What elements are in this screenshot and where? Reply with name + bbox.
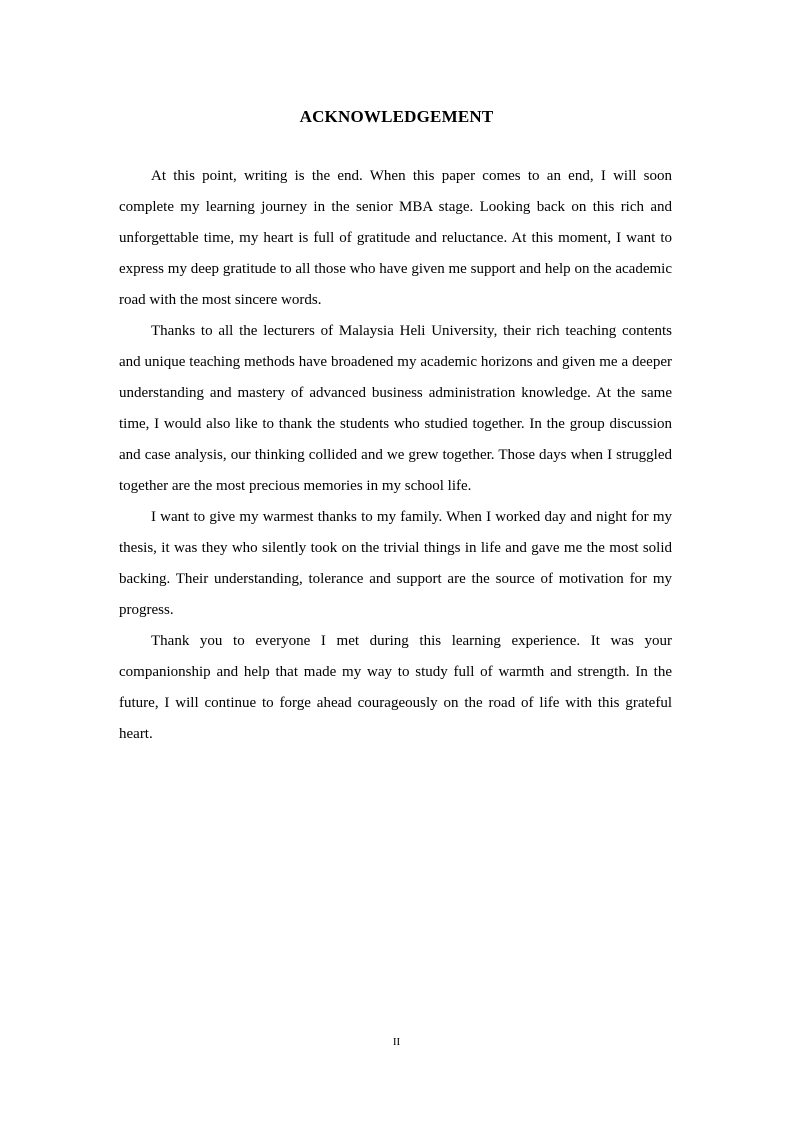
paragraph: Thank you to everyone I met during this learning experience. It was your companionship and help that made my way to study full of warmth and strength. In the future, I will continue to forge ahead courageously on the road of life with this grateful heart. — [119, 633, 672, 742]
page-number: II — [392, 1036, 401, 1048]
page-title: ACKNOWLEDGEMENT — [299, 107, 494, 126]
paragraph: At this point, writing is the end. When this paper comes to an end, I will soon complete my learning journey in the senior MBA stage. Looking back on this rich and unforgettable time, my heart is full of gratitude and reluctance. At this moment, I want to express my deep gratitude to all those who have given me support and help on the academic road with the most sincere words. — [119, 168, 672, 308]
paragraph: I want to give my warmest thanks to my family. When I worked day and night for my thesis, it was they who silently took on the trivial things in life and gave me the most solid backing. Their understanding, tolerance and support are the source of motivation for my progress. — [119, 509, 672, 618]
acknowledgement-body — [119, 161, 672, 750]
paragraph: Thanks to all the lecturers of Malaysia Heli University, their rich teaching contents and unique teaching methods have broadened my academic horizons and given me a deeper understanding and mastery of advanced business administration knowledge. At the same time, I would also like to thank the students who studied together. In the group discussion and case analysis, our thinking collided and we grew together. Those days when I struggled together are the most precious memories in my school life. — [119, 323, 672, 494]
